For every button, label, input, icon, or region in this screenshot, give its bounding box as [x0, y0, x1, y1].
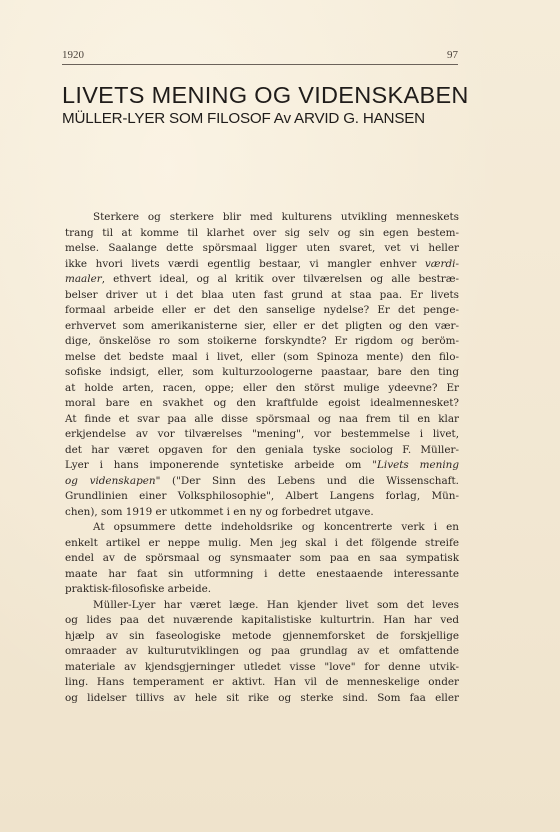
line-text: det har været opgaven for den geniala tyske sociolog F. Müller-: [65, 443, 459, 456]
body-line: [65, 319, 459, 335]
italic-text: værdi-: [424, 257, 459, 270]
body-line: [65, 551, 459, 567]
body-line: [65, 381, 459, 397]
line-text: Lyer i hans imponerende syntetiske arbeide om: [65, 459, 373, 471]
line-text: omraader av kulturutviklingen og paa grundlag av et omfattende: [65, 645, 459, 657]
header-year: 1920: [62, 49, 84, 61]
line-text: chen), som 1919 er utkommet i en ny og forbedret utgave.: [65, 505, 374, 518]
body-line: [65, 241, 459, 257]
line-text: Müller-Lyer har været læge. Han kjender livet som det leves: [93, 598, 459, 611]
body-line: [65, 427, 459, 443]
body-line: [65, 303, 459, 319]
body-line: [65, 226, 459, 242]
body-line: [65, 675, 459, 691]
body-line: [65, 567, 459, 583]
line-text: maate har faat sin utformning i dette enestaaende interessante: [65, 567, 459, 580]
italic-text: maaler: [65, 273, 102, 285]
line-text: ikke hvori livets værdi egentlig bestaar, vi mangler enhver: [65, 257, 425, 270]
body-line: [65, 396, 459, 412]
italic-text: "Livets mening: [372, 459, 459, 471]
line-text: moral bare en svakhet og den kraftfulde egoist idealmennesket?: [65, 397, 459, 409]
body-line: [65, 365, 459, 381]
line-text: erhvervet som amerikanisterne sier, eller er det pligten og den vær-: [65, 319, 459, 332]
line-text: formaal arbeide eller er det den sanselige nydelse? Er det penge-: [65, 304, 459, 316]
running-header: [62, 49, 458, 63]
line-text: belser driver ut i det blaa uten fast grund at staa paa. Er livets: [65, 288, 459, 301]
line-text: ("Der Sinn des Lebens und die Wissenschaft.: [160, 474, 459, 487]
line-text: og lidelser tillivs av hele sit rike og sterke sind. Som faa eller: [65, 691, 459, 704]
line-text: melse. Saalange dette spörsmaal ligger uten svaret, vet vi heller: [65, 242, 459, 254]
line-text: erkjendelse av vor tilværelses "mening", vor bestemmelse i livet,: [65, 428, 459, 440]
body-line: [65, 613, 459, 629]
italic-text: og videnskapen": [65, 474, 161, 487]
line-text: og lides paa det nuværende kapitalistiske kulturtrin. Han har ved: [65, 614, 459, 626]
body-line: [65, 443, 459, 459]
body-line: [65, 598, 459, 614]
body-line: [65, 272, 459, 288]
body-line: [65, 334, 459, 350]
line-text: praktisk-filosofiske arbeide.: [65, 583, 212, 595]
line-text: materiale av kjendsgjerninger utledet visse "love" for denne utvik-: [65, 660, 459, 673]
line-text: Sterkere og sterkere blir med kulturens utvikling menneskets: [93, 211, 459, 223]
body-line: [65, 660, 459, 676]
body-line: [65, 629, 459, 645]
line-text: melse det bedste maal i livet, eller (som Spinoza mente) den filo-: [65, 350, 459, 363]
line-text: trang til at komme til klarhet over sig selv og sin egen bestem-: [65, 226, 459, 239]
body-line: [65, 474, 459, 490]
body-line: [65, 288, 459, 304]
body-line: [65, 350, 459, 366]
article-subtitle: MÜLLER-LYER SOM FILOSOF Av ARVID G. HANSEN: [62, 110, 425, 127]
article-body: [65, 210, 459, 706]
line-text: sofiske indsigt, eller, som kulturzoologerne paastaar, bare den ting: [65, 366, 459, 378]
body-line: [65, 210, 459, 226]
line-text: At opsummere dette indeholdsrike og koncentrerte verk i en: [93, 521, 459, 533]
body-line: [65, 691, 459, 707]
body-line: [65, 536, 459, 552]
body-line: [65, 520, 459, 536]
body-line: [65, 257, 459, 273]
line-text: ling. Hans temperament er aktivt. Han vil de menneskelige onder: [65, 676, 459, 688]
line-text: Grundlinien einer Volksphilosophie", Albert Langens forlag, Mün-: [65, 490, 459, 502]
line-text: dige, önskelöse ro som stoikerne forskyndte? Er rigdom og beröm-: [65, 335, 459, 347]
article-title: LIVETS MENING OG VIDENSKABEN: [62, 82, 469, 108]
body-line: [65, 582, 459, 598]
body-line: [65, 489, 459, 505]
line-text: endel av de spörsmaal og synsmaater som paa en saa sympatisk: [65, 552, 459, 564]
line-text: at holde arten, racen, oppe; eller den störst mulige ydeevne? Er: [65, 381, 459, 394]
line-text: hjælp av sin faseologiske metode gjennemforsket de forskjellige: [65, 629, 459, 642]
body-line: [65, 458, 459, 474]
body-line: [65, 505, 459, 521]
line-text: , ethvert ideal, og al kritik over tilværelsen og alle bestræ-: [101, 273, 459, 285]
page-number: 97: [447, 49, 458, 61]
body-line: [65, 412, 459, 428]
line-text: At finde et svar paa alle disse spörsmaal og naa frem til en klar: [65, 412, 459, 425]
body-line: [65, 644, 459, 660]
line-text: enkelt artikel er neppe mulig. Men jeg skal i det fölgende streife: [65, 536, 459, 549]
header-rule: [62, 64, 458, 65]
